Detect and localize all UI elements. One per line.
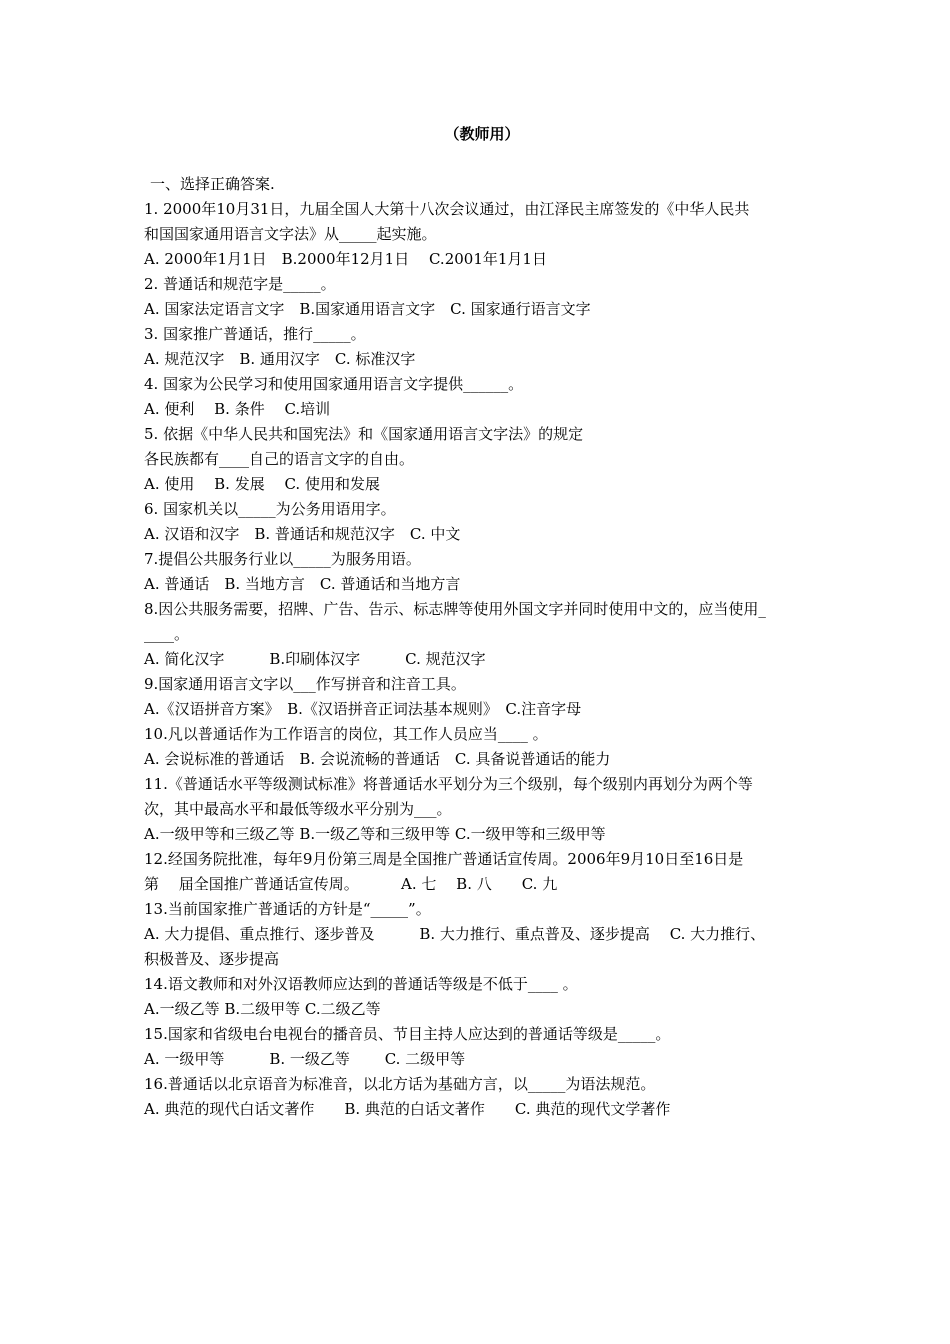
document-title: （教师用） [444,125,520,143]
q6-stem: 6. 国家机关以_____为公务用语用字。 [144,500,396,518]
q13-options-line-2: 积极普及、逐步提高 [144,950,280,968]
q1-stem-line-2: 和国国家通用语言文字法》从_____起实施。 [144,225,437,243]
q4-stem: 4. 国家为公民学习和使用国家通用语言文字提供______。 [144,375,524,393]
q13-options-line-1: A. 大力提倡、重点推行、逐步普及 B. 大力推行、重点普及、逐步提高 C. 大力推行、 [144,925,766,943]
question-list [144,197,810,1122]
q10-options: A. 会说标准的普通话 B. 会说流畅的普通话 C. 具备说普通话的能力 [144,750,611,768]
q3-stem: 3. 国家推广普通话，推行_____。 [144,325,366,343]
q10-stem: 10.凡以普通话作为工作语言的岗位，其工作人员应当____ 。 [144,725,548,743]
q12-stem-line-1: 12.经国务院批准，每年9月份第三周是全国推广普通话宣传周。2006年9月10日至16日是 [144,850,744,868]
q8-stem-line-2: ____。 [144,625,190,643]
q16-stem: 16.普通话以北京语音为标准音，以北方话为基础方言，以_____为语法规范。 [144,1075,656,1093]
q11-stem-line-1: 11.《普通话水平等级测试标准》将普通话水平划分为三个级别，每个级别内再划分为两个等 [144,775,753,793]
q5-stem-line-2: 各民族都有____自己的语言文字的自由。 [144,450,415,468]
q15-stem: 15.国家和省级电台电视台的播音员、节目主持人应达到的普通话等级是_____。 [144,1025,671,1043]
q11-options: A.一级甲等和三级乙等 B.一级乙等和三级甲等 C.一级甲等和三级甲等 [144,825,606,843]
section-heading: 一、选择正确答案. [150,175,275,193]
document-page [144,122,810,1122]
q7-stem: 7.提倡公共服务行业以_____为服务用语。 [144,550,421,568]
q14-options: A.一级乙等 B.二级甲等 C.二级乙等 [144,1000,381,1018]
q11-stem-line-2: 次，其中最高水平和最低等级水平分别为___。 [144,800,452,818]
q5-stem-line-1: 5. 依据《中华人民共和国宪法》和《国家通用语言文字法》的规定 [144,425,584,443]
q9-stem: 9.国家通用语言文字以___作写拼音和注音工具。 [144,675,466,693]
q13-stem: 13.当前国家推广普通话的方针是“_____”。 [144,900,431,918]
q16-options: A. 典范的现代白话文著作 B. 典范的白话文著作 C. 典范的现代文学著作 [144,1100,671,1118]
q8-options: A. 简化汉字 B.印刷体汉字 C. 规范汉字 [144,650,486,668]
q7-options: A. 普通话 B. 当地方言 C. 普通话和当地方言 [144,575,461,593]
q3-options: A. 规范汉字 B. 通用汉字 C. 标准汉字 [144,350,416,368]
q2-stem: 2. 普通话和规范字是_____。 [144,275,336,293]
q12-stem-line-2: 第 届全国推广普通话宣传周。 A. 七 B. 八 C. 九 [144,875,558,893]
q4-options: A. 便利 B. 条件 C.培训 [144,400,331,418]
q15-options: A. 一级甲等 B. 一级乙等 C. 二级甲等 [144,1050,466,1068]
q6-options: A. 汉语和汉字 B. 普通话和规范汉字 C. 中文 [144,525,461,543]
q14-stem: 14.语文教师和对外汉语教师应达到的普通话等级是不低于____ 。 [144,975,578,993]
q8-stem-line-1: 8.因公共服务需要，招牌、广告、告示、标志牌等使用外国文字并同时使用中文的，应当使用_ [144,600,766,618]
q9-options: A.《汉语拼音方案》 B.《汉语拼音正词法基本规则》 C.注音字母 [144,700,582,718]
q1-options: A. 2000年1月1日 B.2000年12月1日 C.2001年1月1日 [144,250,547,268]
q1-stem-line-1: 1. 2000年10月31日，九届全国人大第十八次会议通过，由江泽民主席签发的《中华人民共 [144,200,750,218]
q2-options: A. 国家法定语言文字 B.国家通用语言文字 C. 国家通行语言文字 [144,300,591,318]
q5-options: A. 使用 B. 发展 C. 使用和发展 [144,475,380,493]
